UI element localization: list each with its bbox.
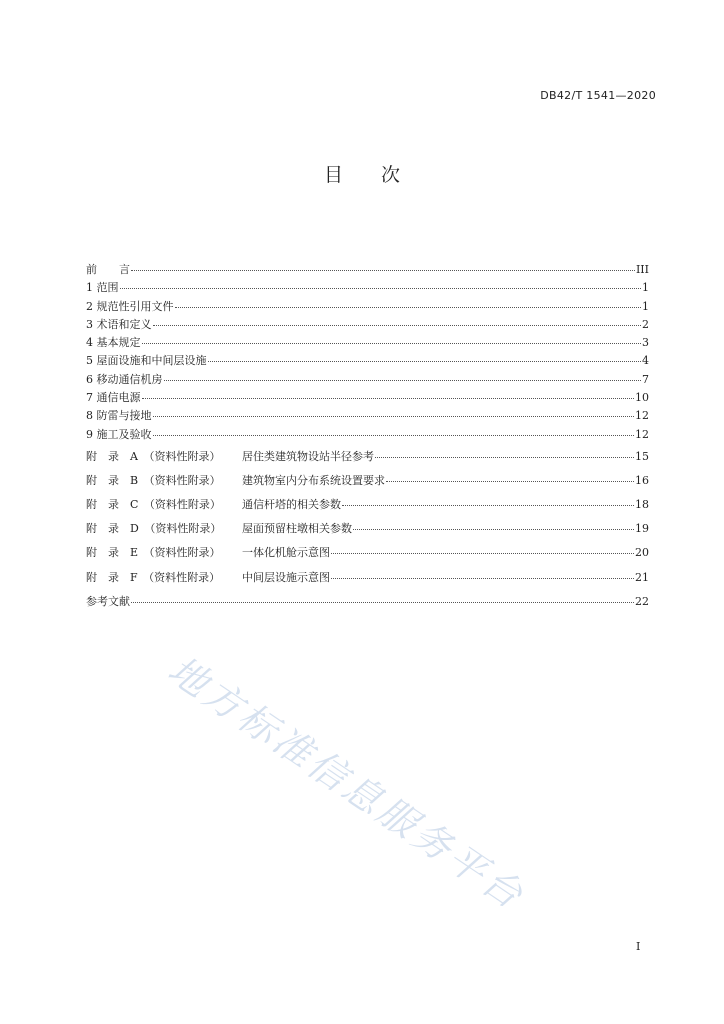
- toc-entry-preface[interactable]: [86, 261, 649, 279]
- toc-entry-label: 3 术语和定义: [86, 317, 152, 331]
- toc-entry-7[interactable]: [86, 389, 649, 407]
- toc-entry-5[interactable]: [86, 352, 649, 370]
- dot-leader: [153, 416, 635, 417]
- appendix-title: 建筑物室内分布系统设置要求: [242, 473, 385, 487]
- toc-appendix-f[interactable]: [86, 569, 649, 593]
- dot-leader: [153, 435, 635, 436]
- toc-entry-label: 4 基本规定: [86, 336, 141, 350]
- toc-entry-page: 18: [635, 498, 649, 512]
- dot-leader: [331, 553, 634, 554]
- toc-entry-label: 7 通信电源: [86, 391, 141, 405]
- dot-leader: [386, 481, 634, 482]
- dot-leader: [153, 325, 642, 326]
- toc-entry-4[interactable]: [86, 334, 649, 352]
- dot-leader: [164, 380, 642, 381]
- appendix-title: 居住类建筑物设站半径参考: [242, 449, 374, 463]
- appendix-label: [86, 472, 385, 488]
- toc-entry-1[interactable]: [86, 279, 649, 297]
- toc-entry-label: 8 防雷与接地: [86, 409, 152, 423]
- page-number: I: [636, 940, 641, 953]
- dot-leader: [175, 307, 642, 308]
- toc-appendix-e[interactable]: [86, 544, 649, 568]
- toc-entry-label: 1 范围: [86, 281, 119, 295]
- toc-entry-page: 7: [642, 372, 649, 386]
- toc-entry-page: 1: [642, 281, 649, 295]
- watermark: 地方标准信息服务平台: [160, 647, 534, 919]
- appendix-label: [86, 448, 374, 464]
- appendix-title: 中间层设施示意图: [242, 570, 330, 584]
- appendix-label: [86, 496, 341, 512]
- toc-entry-page: 4: [642, 354, 649, 368]
- toc-entry-label: 2 规范性引用文件: [86, 299, 174, 313]
- toc-entry-page: 12: [635, 409, 649, 423]
- toc-entry-3[interactable]: [86, 316, 649, 334]
- appendix-title: 屋面预留柱墩相关参数: [242, 522, 352, 536]
- appendix-prefix: 附 录 C （资料性附录）: [86, 498, 221, 512]
- appendix-label: [86, 520, 352, 536]
- toc-appendix-c[interactable]: [86, 496, 649, 520]
- toc-entry-page: 2: [642, 317, 649, 331]
- toc-entry-page: 15: [635, 449, 649, 463]
- toc-entry-2[interactable]: [86, 298, 649, 316]
- toc-entry-6[interactable]: [86, 371, 649, 389]
- toc-entry-page: 22: [635, 594, 649, 608]
- dot-leader: [353, 529, 634, 530]
- toc-entry-label: 9 施工及验收: [86, 427, 152, 441]
- dot-leader: [331, 578, 634, 579]
- toc-entry-label: 5 屋面设施和中间层设施: [86, 354, 207, 368]
- appendix-prefix: 附 录 F （资料性附录）: [86, 570, 221, 584]
- title-char-1: 目: [323, 164, 343, 186]
- appendix-title: 通信杆塔的相关参数: [242, 498, 341, 512]
- page-title: [0, 160, 724, 187]
- title-char-2: 次: [381, 164, 401, 186]
- dot-leader: [131, 602, 634, 603]
- appendix-prefix: 附 录 A （资料性附录）: [86, 449, 221, 463]
- toc-entry-9[interactable]: [86, 426, 649, 448]
- dot-leader: [142, 343, 642, 344]
- toc-entry-page: 3: [642, 336, 649, 350]
- toc-appendix-a[interactable]: [86, 448, 649, 472]
- dot-leader: [375, 457, 634, 458]
- toc-entry-label: 参考文献: [86, 594, 130, 608]
- toc-entry-page: 1: [642, 299, 649, 313]
- toc-entry-page: 20: [635, 546, 649, 560]
- document-code: DB42/T 1541—2020: [540, 89, 656, 102]
- toc-entry-page: 19: [635, 522, 649, 536]
- dot-leader: [142, 398, 635, 399]
- dot-leader: [131, 270, 635, 271]
- appendix-label: [86, 569, 330, 585]
- toc-appendix-d[interactable]: [86, 520, 649, 544]
- dot-leader: [208, 361, 642, 362]
- dot-leader: [342, 505, 634, 506]
- toc-entry-label: 前 言: [86, 263, 130, 276]
- toc-entry-label: 6 移动通信机房: [86, 372, 163, 386]
- appendix-prefix: 附 录 E （资料性附录）: [86, 546, 221, 560]
- appendix-label: [86, 544, 330, 560]
- toc-appendix-b[interactable]: [86, 472, 649, 496]
- toc-entry-page: 12: [635, 427, 649, 441]
- appendix-prefix: 附 录 B （资料性附录）: [86, 473, 221, 487]
- toc-entry-page: 10: [635, 391, 649, 405]
- toc-entry-references[interactable]: [86, 593, 649, 615]
- toc-entry-page: III: [635, 263, 649, 276]
- toc-entry-page: 16: [635, 473, 649, 487]
- toc-entry-page: 21: [635, 570, 649, 584]
- appendix-prefix: 附 录 D （资料性附录）: [86, 522, 222, 536]
- table-of-contents: [86, 261, 649, 615]
- dot-leader: [120, 288, 642, 289]
- toc-entry-8[interactable]: [86, 407, 649, 425]
- appendix-title: 一体化机舱示意图: [242, 546, 330, 560]
